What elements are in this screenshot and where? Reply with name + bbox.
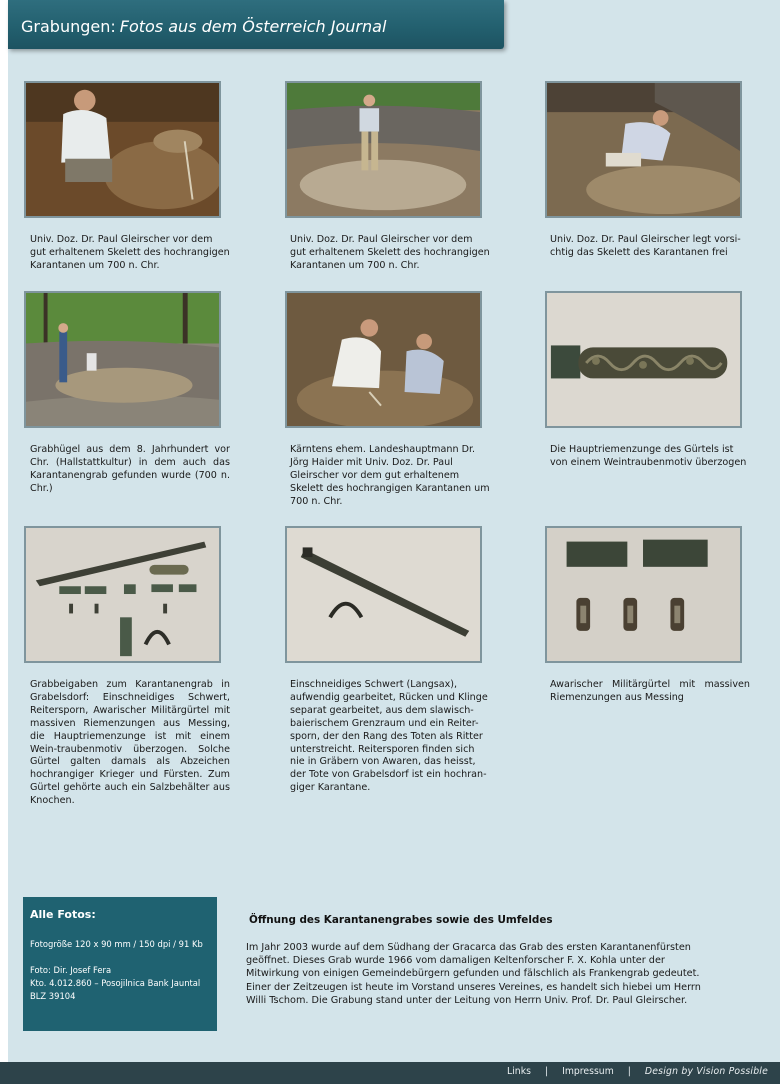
photo-grave-mound[interactable] bbox=[24, 291, 221, 428]
bank-account: Kto. 4.012.860 – Posojilnica Bank Jauntal bbox=[30, 978, 201, 988]
article-title: Öffnung des Karantanengrabes sowie des Umfeldes bbox=[249, 914, 553, 926]
photo-caption-1: Univ. Doz. Dr. Paul Gleirscher vor dem gut erhaltenem Skelett des hochrangigen Karantanen um 700 n. Chr. bbox=[30, 234, 230, 271]
photo-langsax-sword[interactable] bbox=[285, 526, 482, 663]
photo-gleirscher-skeleton-2[interactable] bbox=[285, 81, 482, 218]
photo-caption-2: Univ. Doz. Dr. Paul Gleirscher vor dem gut erhaltenem Skelett des hochrangigen Karantanen um 700 n. Chr. bbox=[290, 234, 490, 271]
page-title-main: Grabungen: bbox=[21, 17, 116, 36]
photo-caption-4: Grabhügel aus dem 8. Jahrhundert vor Chr. (Hallstattkultur) in dem auch das Karantanengrab gefunden wurde (700 n. Chr.) bbox=[30, 444, 230, 494]
page-title-subtitle: Fotos aus dem Österreich Journal bbox=[119, 17, 387, 36]
page-title bbox=[21, 17, 386, 36]
footer-separator: | bbox=[627, 1066, 631, 1077]
footer-links bbox=[507, 1066, 768, 1077]
footer-link-links[interactable]: Links bbox=[507, 1066, 531, 1077]
photo-gleirscher-skeleton-1[interactable] bbox=[24, 81, 221, 218]
info-box-title: Alle Fotos: bbox=[30, 908, 96, 921]
bank-code: BLZ 39104 bbox=[30, 991, 76, 1001]
photo-caption-5: Kärntens ehem. Landeshauptmann Dr. Jörg Haider mit Univ. Doz. Dr. Paul Gleirscher vor dem gut erhaltenem Skelett des hochrangigen Karantanen um 700 n. Chr. bbox=[290, 444, 490, 507]
photo-main-strap-end[interactable] bbox=[545, 291, 742, 428]
photo-caption-7: Grabbeigaben zum Karantanengrab in Grabelsdorf: Einschneidiges Schwert, Reitersporn, Awarischer Militärgürtel mit massiven Riemenzungen aus Messing, die Hauptriemenzunge ist mit einem Wein-traubenmotiv überzogen. Solche Gürtel galten damals als Abzeichen hochrangiger Krieger und Fürsten. Zum Gürtel gehörte auch ein Salzbehälter aus Knochen. bbox=[30, 679, 230, 807]
photo-credit: Foto: Dir. Josef Fera bbox=[30, 965, 112, 975]
page-header bbox=[8, 0, 504, 49]
photo-gleirscher-uncovering[interactable] bbox=[545, 81, 742, 218]
photo-caption-3: Univ. Doz. Dr. Paul Gleirscher legt vorsi-chtig das Skelett des Karantanen frei bbox=[550, 234, 741, 258]
photo-caption-8: Einschneidiges Schwert (Langsax), aufwendig gearbeitet, Rücken und Klinge separat gearbeitet, aus dem slawisch-baierischem Grenzraum und ein Reiter-sporn, der den Rang des Toten als Ritter unterstreicht. Reitersporen finden sich nie in Gräbern von Awaren, das heisst, der Tote von Grabelsdorf ist ein hochran-giger Karantane. bbox=[290, 679, 488, 794]
footer-design-credit[interactable]: Design by Vision Possible bbox=[644, 1066, 768, 1077]
photo-haider-gleirscher[interactable] bbox=[285, 291, 482, 428]
photo-caption-6: Die Hauptriemenzunge des Gürtels ist von einem Weintraubenmotiv überzogen bbox=[550, 444, 747, 468]
footer-separator: | bbox=[544, 1066, 549, 1077]
photo-caption-9: Awarischer Militärgürtel mit massiven Riemenzungen aus Messing bbox=[550, 679, 750, 703]
photo-size-info: Fotogröße 120 x 90 mm / 150 dpi / 91 Kb bbox=[30, 939, 203, 949]
page-footer bbox=[0, 1062, 780, 1084]
article-body: Im Jahr 2003 wurde auf dem Südhang der Gracarca das Grab des ersten Karantanenfürsten geöffnet. Dieses Grab wurde 1966 vom damaligen Keltenforscher F. X. Kohla unter der Mitwirkung von einigen Gemeindebürgern gefunden und fälschlich als Frankengrab gedeutet. Einer der Zeitzeugen ist heute im Vorstand unseres Vereines, es handelt sich hiebei um Herrn Willi Tschom. Die Grabung stand unter der Leitung von Herrn Univ. Prof. Dr. Paul Gleirscher. bbox=[246, 942, 701, 1006]
photo-info-box bbox=[23, 897, 217, 1031]
photo-military-belt[interactable] bbox=[545, 526, 742, 663]
footer-link-impressum[interactable]: Impressum bbox=[562, 1066, 614, 1077]
photo-grave-goods[interactable] bbox=[24, 526, 221, 663]
